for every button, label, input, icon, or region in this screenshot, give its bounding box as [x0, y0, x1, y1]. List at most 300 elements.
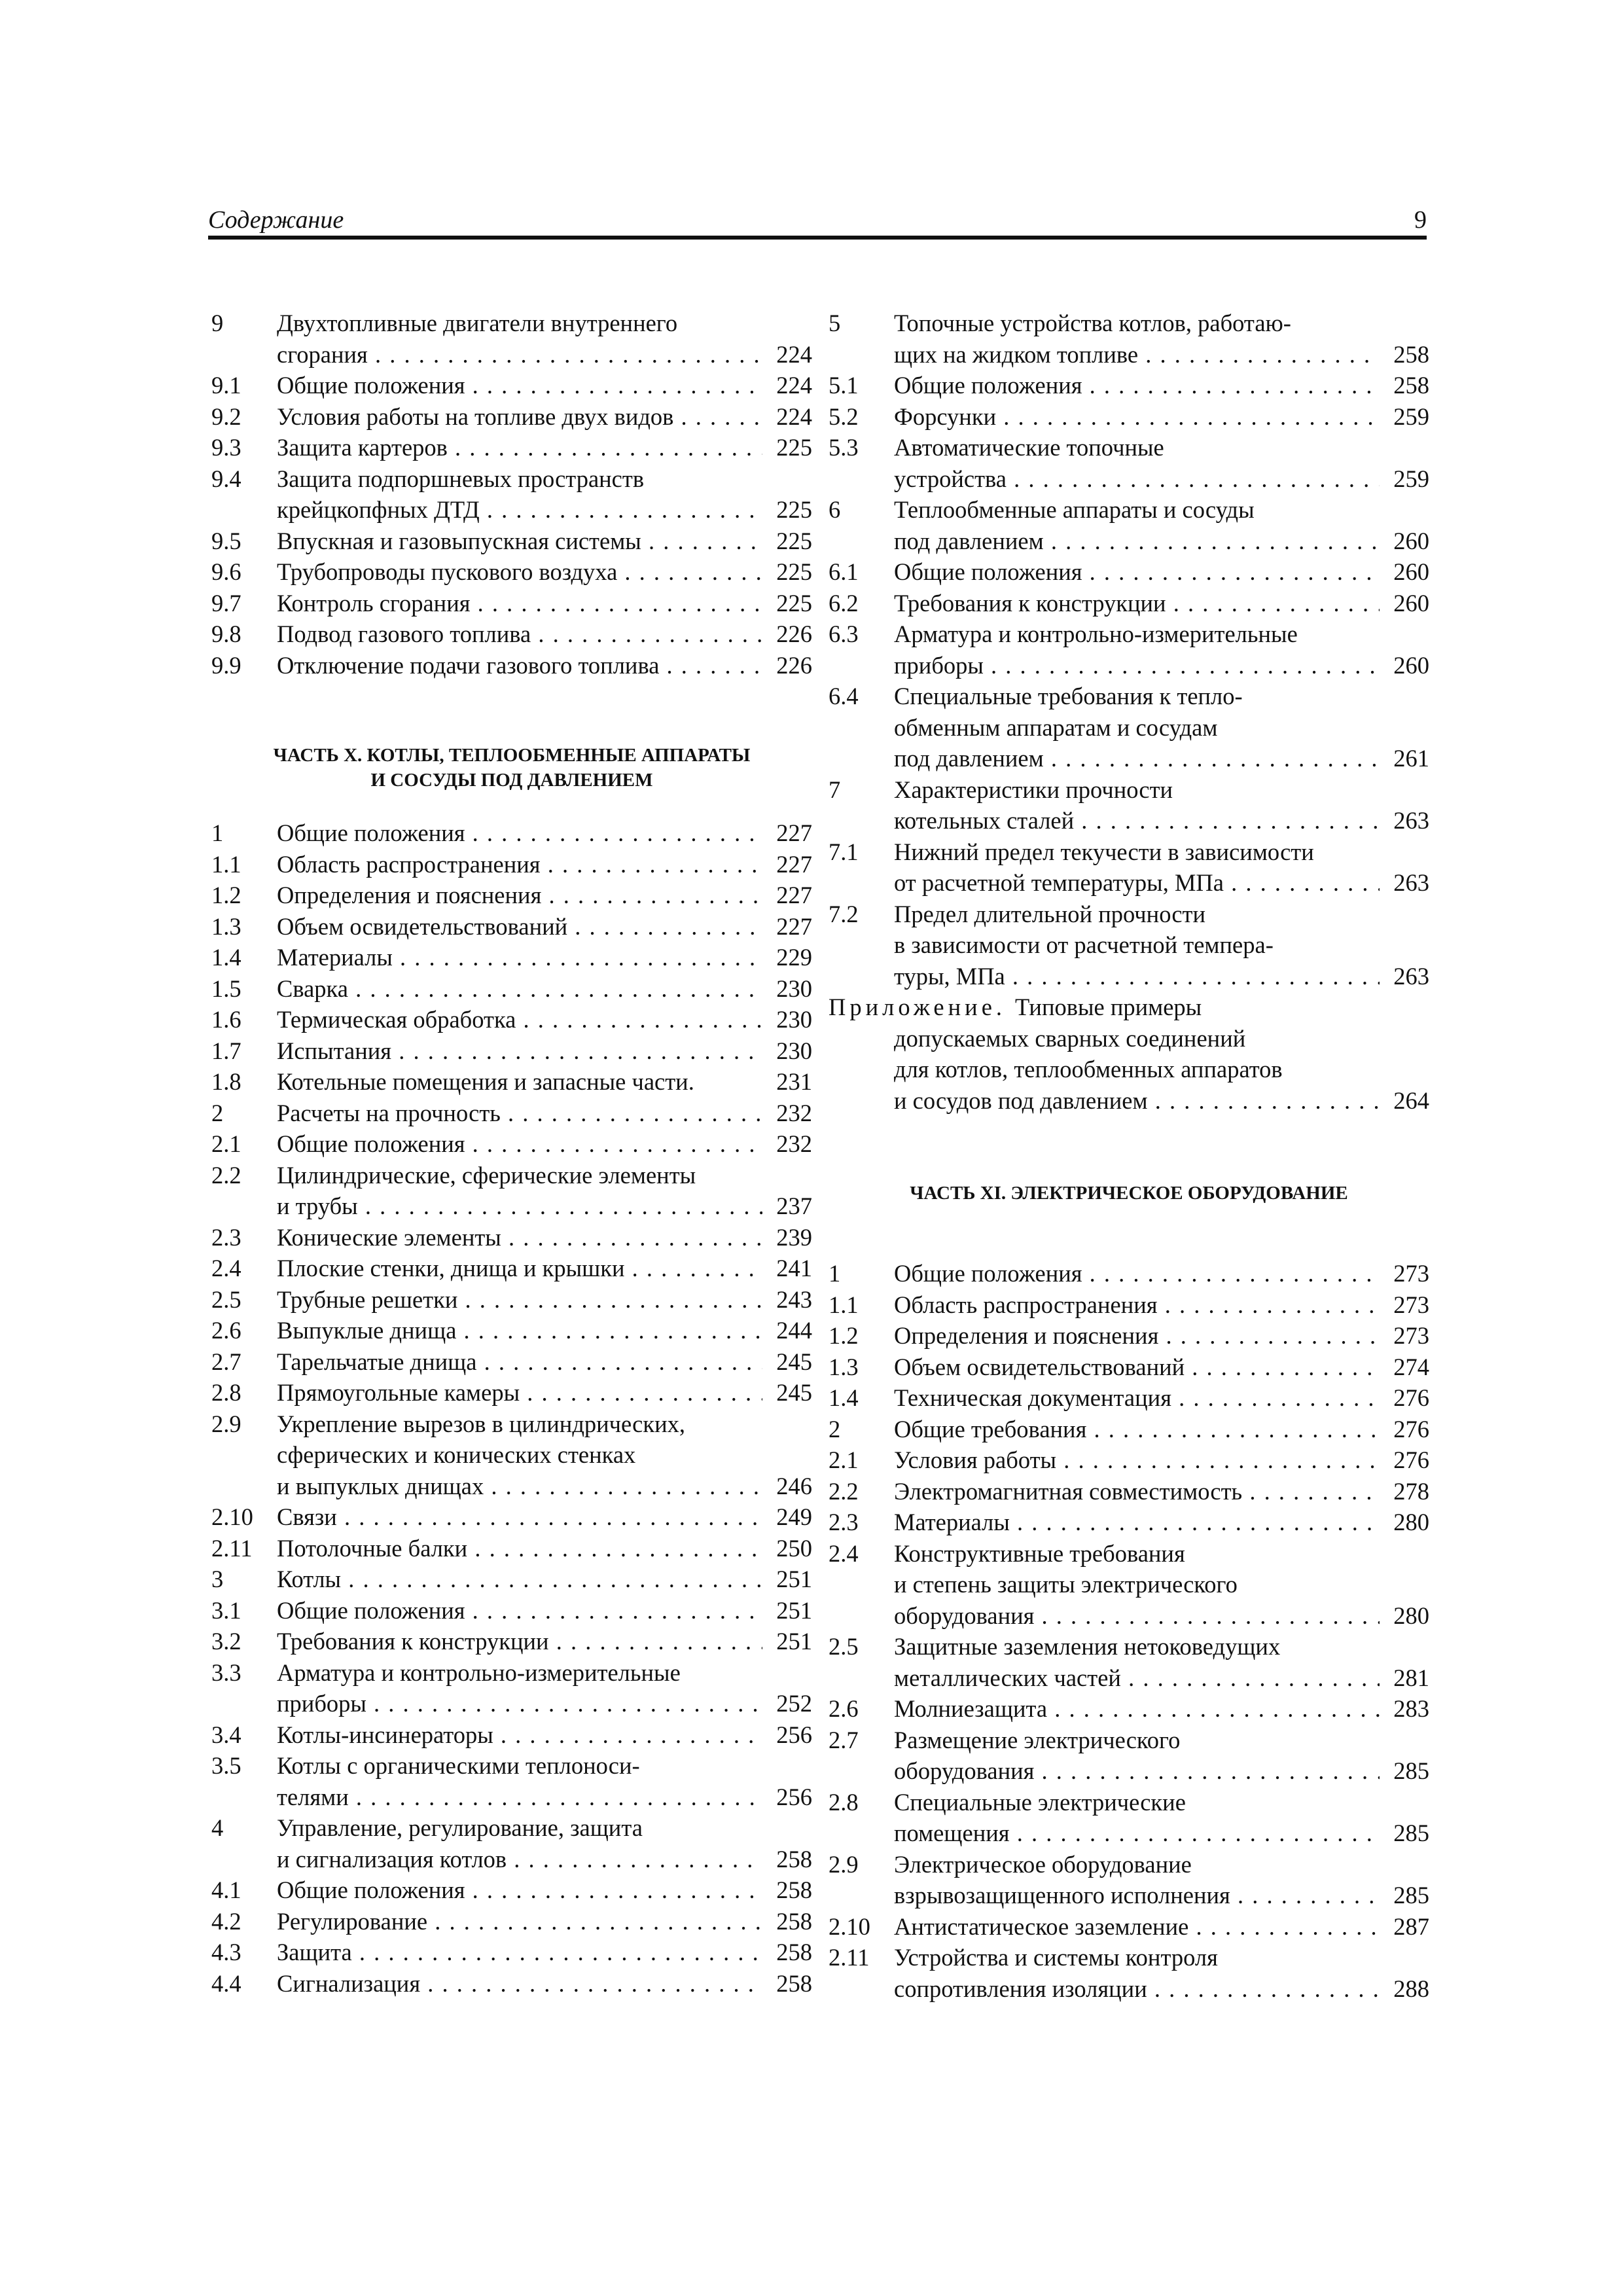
toc-entry-title: Условия работы . . .: [894, 1444, 1380, 1476]
toc-entry-page: 285: [1393, 1820, 1429, 1846]
toc-entry: [829, 836, 1429, 868]
toc-entry: [829, 619, 1429, 650]
toc-entry-page: 259: [1393, 403, 1429, 430]
toc-entry-page: 224: [776, 340, 812, 368]
toc-entry-page: 224: [776, 403, 812, 430]
toc-entry-title: котельных сталей . . .: [894, 805, 1380, 836]
toc-entry-page: 241: [776, 1255, 812, 1282]
toc-entry-number: 2.5: [211, 1285, 241, 1313]
toc-entry: [829, 712, 1429, 744]
toc-entry-title: Прямоугольные камеры . . .: [277, 1377, 762, 1408]
toc-entry-title: для котлов, теплообменных аппаратов: [894, 1056, 1283, 1083]
toc-entry: [829, 1444, 1429, 1476]
toc-entry: [211, 370, 812, 401]
toc-entry-title: Контроль сгорания . . .: [277, 588, 762, 619]
toc-entry-title: Специальные требования к тепло-: [894, 683, 1243, 709]
toc-entry-title: Объем освидетельствований . . .: [277, 911, 762, 942]
toc-entry-title: Защитные заземления нетоковедущих: [894, 1633, 1281, 1660]
toc-entry-page: 260: [1393, 589, 1429, 617]
toc-entry-title: Определения и пояснения . . .: [277, 880, 762, 911]
toc-entry: [211, 463, 812, 495]
toc-entry: [829, 650, 1429, 681]
toc-entry: [829, 526, 1429, 557]
toc-entry-page: 245: [776, 1379, 812, 1406]
toc-entry: [211, 911, 812, 942]
toc-entry: [211, 1968, 812, 2000]
toc-entry-page: 273: [1393, 1291, 1429, 1318]
toc-entry-page: 278: [1393, 1477, 1429, 1505]
toc-entry-page: 287: [1393, 1912, 1429, 1940]
toc-entry-number: 2.1: [829, 1446, 859, 1473]
toc-entry-page: 225: [776, 527, 812, 554]
toc-entry-title: взрывозащищенного исполнения . . .: [894, 1880, 1380, 1911]
toc-entry-page: 224: [776, 372, 812, 399]
toc-entry-title: телями . . .: [277, 1782, 762, 1813]
toc-entry-number: 2.8: [211, 1379, 241, 1406]
running-head-title: Содержание: [208, 206, 344, 234]
toc-entry-page: 259: [1393, 465, 1429, 492]
toc-entry: [211, 1501, 812, 1533]
toc-entry: [829, 308, 1429, 339]
toc-entry-title: Испытания . . .: [277, 1035, 762, 1067]
toc-entry: [211, 1035, 812, 1067]
toc-entry: [211, 1719, 812, 1751]
toc-entry-page: 260: [1393, 527, 1429, 554]
toc-entry-title: Отключение подачи газового топлива . . .: [277, 650, 762, 681]
toc-entry: [211, 1066, 812, 1098]
toc-entry: [829, 899, 1429, 930]
toc-entry-page: 230: [776, 1037, 812, 1064]
toc-entry-number: 2.3: [211, 1223, 241, 1251]
toc-entry: [829, 370, 1429, 401]
toc-entry-page: 227: [776, 882, 812, 908]
appendix-entry: [829, 992, 1429, 1023]
toc-entry-page: 273: [1393, 1260, 1429, 1287]
toc-entry-number: 2.11: [829, 1944, 870, 1971]
toc-entry-page: 281: [1393, 1664, 1429, 1691]
toc-entry-page: 263: [1393, 807, 1429, 834]
toc-entry: [829, 1382, 1429, 1414]
toc-entry: [211, 1906, 812, 1937]
toc-entry-title: Термическая обработка . . .: [277, 1004, 762, 1035]
toc-entry-title: Область распространения . . .: [894, 1289, 1380, 1321]
toc-entry-title: Тарельчатые днища . . .: [277, 1346, 762, 1378]
toc-entry-title: под давлением . . .: [894, 743, 1380, 774]
toc-entry-title: и сосудов под давлением . . .: [894, 1085, 1380, 1117]
toc-entry-page: 276: [1393, 1384, 1429, 1411]
toc-entry-title: Предел длительной прочности: [894, 900, 1206, 927]
toc-left-column: [211, 308, 812, 1999]
toc-entry: [829, 494, 1429, 526]
toc-entry: [829, 1600, 1429, 1632]
toc-entry-number: 4.3: [211, 1939, 241, 1965]
toc-entry-page: 288: [1393, 1975, 1429, 2002]
toc-entry: [211, 1471, 812, 1502]
toc-entry: [829, 1320, 1429, 1352]
toc-entry-page: 258: [776, 1845, 812, 1873]
toc-entry: [211, 1874, 812, 1906]
toc-entry-page: 285: [1393, 1757, 1429, 1784]
toc-entry-page: 232: [776, 1130, 812, 1157]
toc-entry: [829, 1787, 1429, 1818]
toc-entry: [211, 494, 812, 526]
toc-entry: [211, 817, 812, 849]
toc-entry: [829, 1054, 1429, 1085]
toc-entry-number: 2.11: [211, 1534, 253, 1562]
toc-entry-page: 280: [1393, 1509, 1429, 1535]
toc-entry: [211, 1315, 812, 1346]
toc-entry-title: Управление, регулирование, защита: [277, 1814, 643, 1841]
toc-entry-title: Электрическое оборудование: [894, 1850, 1192, 1878]
toc-entry-title: Материалы . . .: [277, 942, 762, 973]
toc-entry: [211, 650, 812, 681]
toc-entry-title: Подвод газового топлива . . .: [277, 619, 762, 650]
part-x-heading-line2: И СОСУДЫ ПОД ДАВЛЕНИЕМ: [370, 770, 653, 791]
toc-entry-page: 239: [776, 1223, 812, 1251]
toc-entry-number: 1.7: [211, 1037, 241, 1064]
toc-entry-number: 1.8: [211, 1068, 241, 1095]
toc-entry-title: помещения . . .: [894, 1818, 1380, 1849]
toc-entry-page: 243: [776, 1285, 812, 1313]
toc-entry: [829, 1818, 1429, 1849]
toc-entry: [829, 463, 1429, 495]
toc-entry-page: 226: [776, 651, 812, 679]
toc-entry-page: 230: [776, 975, 812, 1002]
toc-entry-number: 2.1: [211, 1130, 241, 1157]
toc-entry-title: Требования к конструкции . . .: [894, 588, 1380, 619]
toc-entry: [829, 774, 1429, 806]
toc-entry: [211, 1937, 812, 1968]
toc-entry-page: 258: [776, 1939, 812, 1965]
appendix-title-line: Типовые примеры: [1015, 994, 1202, 1020]
toc-entry-number: 2.6: [211, 1317, 241, 1344]
toc-entry-title: Общие положения . . .: [894, 1258, 1380, 1289]
toc-entry-number: 2.7: [829, 1726, 859, 1753]
toc-entry: [211, 401, 812, 433]
toc-entry-title: металлических частей . . .: [894, 1662, 1380, 1694]
toc-entry-title: оборудования . . .: [894, 1600, 1380, 1632]
toc-entry: [829, 1755, 1429, 1787]
toc-entry-number: 2.10: [211, 1503, 253, 1530]
toc-entry: [211, 1626, 812, 1657]
toc-entry-title: Впускная и газовыпускная системы . . .: [277, 526, 762, 557]
toc-entry: [211, 1595, 812, 1626]
toc-entry-number: 9.7: [211, 589, 241, 617]
toc-entry-number: 7.2: [829, 900, 859, 927]
appendix-continuation: [829, 1023, 1429, 1117]
toc-list-part-x: [211, 817, 812, 1999]
running-head: [208, 202, 1427, 240]
toc-entry-number: 9.1: [211, 372, 241, 399]
toc-entry: [829, 681, 1429, 712]
toc-entry-page: 252: [776, 1690, 812, 1717]
toc-entry: [829, 1631, 1429, 1662]
toc-entry-title: сгорания . . .: [277, 339, 762, 370]
toc-entry: [829, 743, 1429, 774]
toc-entry-number: 2.8: [829, 1788, 859, 1816]
toc-entry-title: допускаемых сварных соединений: [894, 1024, 1246, 1052]
toc-entry-title: туры, МПа . . .: [894, 961, 1380, 992]
toc-entry: [829, 1569, 1429, 1600]
toc-entry-number: 6.4: [829, 683, 859, 709]
toc-list-part-ix: [211, 308, 812, 681]
toc-entry-page: 263: [1393, 869, 1429, 896]
toc-entry-number: 5: [829, 310, 841, 336]
toc-entry-number: 1.4: [829, 1384, 859, 1411]
toc-entry-number: 5.3: [829, 434, 859, 461]
toc-entry-title: Техническая документация . . .: [894, 1382, 1380, 1414]
toc-entry-page: 256: [776, 1783, 812, 1810]
toc-entry-title: Общие положения . . .: [277, 1874, 762, 1906]
toc-entry-number: 3.1: [211, 1596, 241, 1624]
part-xi-heading: ЧАСТЬ XI. ЭЛЕКТРИЧЕСКОЕ ОБОРУДОВАНИЕ: [910, 1183, 1348, 1204]
toc-entry-title: Трубные решетки . . .: [277, 1284, 762, 1316]
toc-entry-number: 1.5: [211, 975, 241, 1002]
toc-entry-title: Общие требования . . .: [894, 1414, 1380, 1445]
toc-entry-page: 276: [1393, 1446, 1429, 1473]
toc-entry-number: 2.4: [829, 1539, 859, 1567]
toc-entry-number: 2.10: [829, 1912, 870, 1940]
toc-entry-number: 4.1: [211, 1876, 241, 1903]
toc-entry-number: 9.4: [211, 465, 241, 492]
toc-entry: [829, 1085, 1429, 1117]
toc-entry-number: 1.4: [211, 944, 241, 971]
toc-entry-title: Теплообменные аппараты и сосуды: [894, 496, 1255, 523]
part-x-heading-line1: ЧАСТЬ X. КОТЛЫ, ТЕПЛООБМЕННЫЕ АППАРАТЫ: [273, 745, 751, 766]
toc-entry-title: крейцкопфных ДТД . . .: [277, 494, 762, 526]
toc-entry: [829, 1973, 1429, 2005]
toc-entry-title: Цилиндрические, сферические элементы: [277, 1161, 696, 1189]
toc-entry-page: 258: [776, 1876, 812, 1903]
toc-entry-title: и выпуклых днищах . . .: [277, 1471, 762, 1502]
toc-entry-title: Специальные электрические: [894, 1788, 1186, 1816]
toc-entry-title: Устройства и системы контроля: [894, 1944, 1218, 1971]
toc-entry-title: Выпуклые днища . . .: [277, 1315, 762, 1346]
toc-entry-number: 1.2: [829, 1322, 859, 1349]
toc-entry-title: Автоматические топочные: [894, 434, 1164, 461]
toc-entry-page: 249: [776, 1503, 812, 1530]
toc-entry: [211, 1222, 812, 1253]
toc-entry: [211, 1408, 812, 1440]
toc-entry: [829, 339, 1429, 370]
toc-entry: [211, 619, 812, 650]
toc-entry: [829, 1289, 1429, 1321]
toc-entry-number: 1.1: [211, 850, 241, 878]
toc-entry-number: 2.3: [829, 1509, 859, 1535]
toc-entry-number: 3.4: [211, 1721, 241, 1748]
toc-entry: [211, 880, 812, 911]
toc-entry-page: 237: [776, 1193, 812, 1219]
toc-entry-title: обменным аппаратам и сосудам: [894, 713, 1218, 741]
toc-entry-title: от расчетной температуры, МПа . . .: [894, 867, 1380, 899]
toc-entry-title: Котельные помещения и запасные части.: [277, 1068, 694, 1095]
toc-entry-number: 2.9: [211, 1410, 241, 1437]
toc-entry-page: 280: [1393, 1602, 1429, 1629]
toc-entry: [211, 308, 812, 339]
toc-entry-title: приборы . . .: [894, 650, 1380, 681]
toc-entry-title: Определения и пояснения . . .: [894, 1320, 1380, 1352]
toc-entry-page: 227: [776, 850, 812, 878]
toc-entry-number: 6.3: [829, 620, 859, 647]
toc-entry-title: Характеристики прочности: [894, 776, 1173, 803]
toc-entry-title: Топочные устройства котлов, работаю-: [894, 310, 1291, 336]
toc-entry-number: 9.5: [211, 527, 241, 554]
toc-entry-number: 5.1: [829, 372, 859, 399]
toc-entry-title: Общие положения . . .: [277, 1595, 762, 1626]
toc-entry: [211, 1191, 812, 1222]
toc-entry: [829, 432, 1429, 463]
toc-entry: [211, 1844, 812, 1875]
toc-entry: [211, 1564, 812, 1595]
toc-entry-number: 2: [829, 1415, 841, 1443]
toc-entry-title: Защита подпоршневых пространств: [277, 465, 645, 492]
appendix-label: Приложение.: [829, 994, 1007, 1020]
toc-entry-number: 1: [829, 1260, 841, 1287]
toc-entry-page: 260: [1393, 558, 1429, 585]
toc-entry-title: Арматура и контрольно-измерительные: [894, 620, 1298, 647]
toc-entry-title: Защита . . .: [277, 1937, 762, 1968]
toc-entry-number: 1: [211, 819, 224, 846]
toc-entry-title: Двухтопливные двигатели внутреннего: [277, 310, 678, 336]
toc-entry-page: 246: [776, 1472, 812, 1499]
toc-entry-title: Защита картеров . . .: [277, 432, 762, 463]
toc-entry-page: 251: [776, 1596, 812, 1624]
toc-entry-title: Объем освидетельствований . . .: [894, 1352, 1380, 1383]
toc-entry: [211, 1439, 812, 1471]
toc-entry-title: Плоские стенки, днища и крышки . . .: [277, 1253, 762, 1284]
toc-entry-page: 258: [776, 1969, 812, 1997]
toc-entry: [211, 1688, 812, 1719]
toc-entry-number: 9.3: [211, 434, 241, 461]
toc-entry: [211, 1812, 812, 1844]
toc-entry-page: 285: [1393, 1882, 1429, 1909]
toc-entry-title: и сигнализация котлов . . .: [277, 1844, 762, 1875]
toc-entry: [211, 1782, 812, 1813]
toc-entry-number: 3.5: [211, 1752, 241, 1779]
toc-entry-page: 263: [1393, 962, 1429, 990]
toc-entry-title: Общие положения . . .: [277, 370, 762, 401]
toc-entry-title: Регулирование . . .: [277, 1906, 762, 1937]
toc-entry-title: щих на жидком топливе . . .: [894, 339, 1380, 370]
toc-entry-number: 9.8: [211, 620, 241, 647]
toc-entry: [211, 1750, 812, 1782]
toc-entry: [211, 588, 812, 619]
toc-entry-title: Связи . . .: [277, 1501, 762, 1533]
toc-entry-title: сферических и конических стенках: [277, 1441, 636, 1468]
toc-entry-number: 7.1: [829, 838, 859, 865]
toc-entry-number: 6: [829, 496, 841, 523]
toc-entry: [829, 1476, 1429, 1507]
toc-entry-title: Форсунки . . .: [894, 401, 1380, 433]
toc-entry-number: 1.1: [829, 1291, 859, 1318]
toc-entry-number: 2.2: [829, 1477, 859, 1505]
toc-entry-number: 1.3: [829, 1353, 859, 1380]
toc-entry-title: Общие положения . . .: [894, 370, 1380, 401]
toc-entry: [829, 1258, 1429, 1289]
toc-entry-title: Трубопроводы пускового воздуха . . .: [277, 556, 762, 588]
toc-entry-page: 276: [1393, 1415, 1429, 1443]
toc-entry-number: 2: [211, 1099, 224, 1126]
toc-entry: [829, 1849, 1429, 1880]
part-x-heading: [211, 743, 812, 793]
toc-entry-page: 274: [1393, 1353, 1429, 1380]
toc-entry-title: Арматура и контрольно-измерительные: [277, 1659, 681, 1686]
toc-entry: [211, 1160, 812, 1191]
toc-entry-title: приборы . . .: [277, 1688, 762, 1719]
toc-entry: [211, 432, 812, 463]
toc-list-part-x-cont: [829, 308, 1429, 992]
toc-entry-title: Антистатическое заземление . . .: [894, 1911, 1380, 1943]
toc-entry: [829, 1507, 1429, 1538]
toc-entry: [829, 867, 1429, 899]
toc-right-column: [829, 308, 1429, 2004]
toc-entry-page: 260: [1393, 651, 1429, 679]
toc-entry: [829, 1662, 1429, 1694]
toc-entry-page: 258: [776, 1907, 812, 1935]
toc-entry-number: 4.2: [211, 1907, 241, 1935]
toc-entry: [829, 401, 1429, 433]
toc-entry-page: 227: [776, 819, 812, 846]
toc-entry-title: Размещение электрического: [894, 1726, 1181, 1753]
toc-entry-page: 229: [776, 944, 812, 971]
toc-entry-title: Сварка . . .: [277, 973, 762, 1005]
toc-entry-number: 5.2: [829, 403, 859, 430]
toc-entry-title: Сигнализация . . .: [277, 1968, 762, 2000]
toc-entry-number: 4.4: [211, 1969, 241, 1997]
toc-entry: [211, 1128, 812, 1160]
toc-entry: [211, 942, 812, 973]
toc-entry-number: 9.9: [211, 651, 241, 679]
toc-entry: [211, 1098, 812, 1129]
toc-entry: [829, 1942, 1429, 1973]
toc-entry: [829, 1693, 1429, 1725]
toc-entry-number: 1.3: [211, 912, 241, 940]
toc-entry-number: 9.6: [211, 558, 241, 585]
toc-entry-title: Молниезащита . . .: [894, 1693, 1380, 1725]
toc-entry-title: Электромагнитная совместимость . . .: [894, 1476, 1380, 1507]
toc-entry-title: в зависимости от расчетной темпера-: [894, 931, 1274, 958]
toc-entry: [829, 1538, 1429, 1570]
toc-entry-number: 2.6: [829, 1695, 859, 1722]
toc-entry-title: Котлы-инсинераторы . . .: [277, 1719, 762, 1751]
toc-entry-page: 225: [776, 589, 812, 617]
toc-entry-number: 6.1: [829, 558, 859, 585]
toc-entry-number: 7: [829, 776, 841, 803]
toc-entry: [211, 1377, 812, 1408]
toc-entry-title: Общие положения . . .: [277, 817, 762, 849]
toc-entry-number: 3: [211, 1566, 224, 1592]
toc-entry-page: 225: [776, 434, 812, 461]
toc-entry: [829, 556, 1429, 588]
toc-entry-page: 283: [1393, 1695, 1429, 1722]
toc-entry-title: Котлы с органическими теплоноси-: [277, 1752, 640, 1779]
toc-entry-number: 1.6: [211, 1006, 241, 1033]
toc-entry-page: 225: [776, 496, 812, 523]
toc-entry-title: Требования к конструкции . . .: [277, 1626, 762, 1657]
page-number: 9: [1414, 206, 1427, 234]
toc-entry-page: 226: [776, 620, 812, 647]
toc-entry-number: 3.2: [211, 1628, 241, 1655]
toc-entry: [211, 1284, 812, 1316]
toc-entry-title: и трубы . . .: [277, 1191, 762, 1222]
toc-entry-page: 250: [776, 1534, 812, 1562]
toc-entry-page: 232: [776, 1099, 812, 1126]
toc-entry: [829, 1725, 1429, 1756]
toc-entry-page: 273: [1393, 1322, 1429, 1349]
toc-entry-page: 261: [1393, 745, 1429, 772]
toc-entry: [211, 973, 812, 1005]
toc-entry-page: 227: [776, 912, 812, 940]
